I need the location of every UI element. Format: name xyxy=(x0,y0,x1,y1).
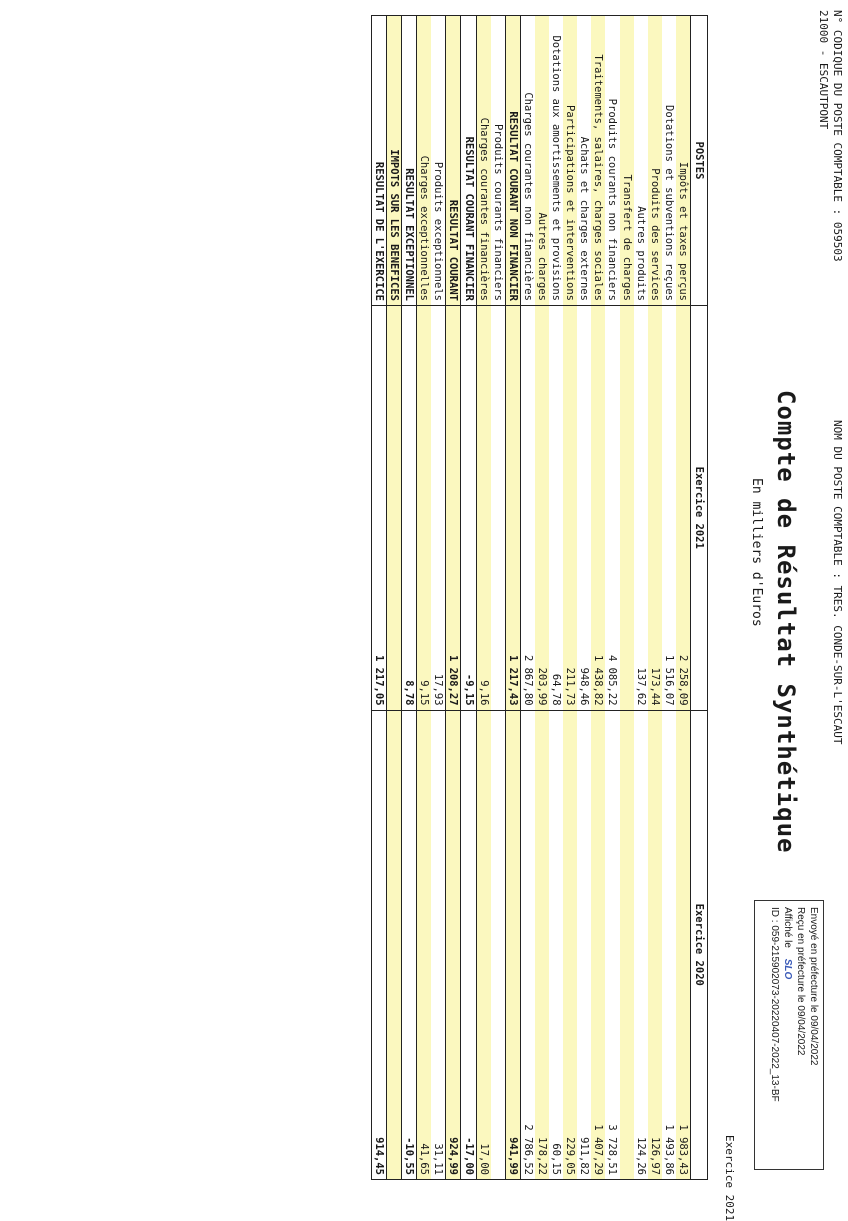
row-label: Dotations et subventions reçues xyxy=(662,16,676,306)
row-label: Autres charges xyxy=(535,16,549,306)
table-row xyxy=(417,16,432,1180)
row-value-2020: 60,15 xyxy=(549,710,563,1179)
header-exercice-2020: Exercice 2020 xyxy=(691,710,708,1179)
row-value-2021: 211,73 xyxy=(563,305,577,710)
row-value-2020: 229,05 xyxy=(563,710,577,1179)
row-label: Charges courantes financières xyxy=(476,16,491,306)
row-label: Produits courants non financiers xyxy=(605,16,619,306)
row-value-2020: 1 493,86 xyxy=(662,710,676,1179)
row-value-2021: -9,15 xyxy=(461,305,476,710)
row-value-2021 xyxy=(491,305,506,710)
row-label: Charges exceptionnelles xyxy=(417,16,432,306)
row-value-2021: 4 085,22 xyxy=(605,305,619,710)
row-label: Produits exceptionnels xyxy=(431,16,446,306)
row-value-2021: 203,99 xyxy=(535,305,549,710)
row-label: Produits des services xyxy=(648,16,662,306)
table-row xyxy=(387,16,402,1180)
row-value-2021: 2 258,09 xyxy=(676,305,691,710)
table-row xyxy=(549,16,563,1180)
table-row xyxy=(446,16,461,1180)
table-row xyxy=(461,16,476,1180)
row-label: Participations et interventions xyxy=(563,16,577,306)
table-row xyxy=(563,16,577,1180)
row-label: Impôts et taxes perçus xyxy=(676,16,691,306)
table-row xyxy=(634,16,648,1180)
table-row xyxy=(577,16,591,1180)
stamp-envoye: Envoyé en préfecture le 09/04/2022 xyxy=(808,907,819,1066)
row-value-2020 xyxy=(620,710,634,1179)
row-value-2021 xyxy=(620,305,634,710)
page-subtitle: En milliers d'Euros xyxy=(749,478,764,627)
row-value-2020: 178,22 xyxy=(535,710,549,1179)
row-value-2021: 948,46 xyxy=(577,305,591,710)
row-value-2021: 8,78 xyxy=(402,305,417,710)
row-label: RESULTAT DE L'EXERCICE xyxy=(371,16,386,306)
row-value-2021: 1 217,05 xyxy=(371,305,386,710)
row-value-2020 xyxy=(387,710,402,1179)
row-label: RESULTAT COURANT NON FINANCIER xyxy=(505,16,520,306)
table-row xyxy=(605,16,619,1180)
row-value-2020: -10,55 xyxy=(402,710,417,1179)
row-value-2020: 17,00 xyxy=(476,710,491,1179)
row-value-2020: 914,45 xyxy=(371,710,386,1179)
nom-poste-label: NOM DU POSTE COMPTABLE : TRES. CONDE-SUR-L'ESCAUT xyxy=(831,420,844,745)
row-value-2020: 911,82 xyxy=(577,710,591,1179)
row-value-2020: 126,97 xyxy=(648,710,662,1179)
stamp-affiche: Affiché le xyxy=(782,907,793,948)
row-value-2020: 3 728,51 xyxy=(605,710,619,1179)
row-label: Traitements, salaires, charges sociales xyxy=(591,16,605,306)
table-header-row xyxy=(691,16,708,1180)
row-value-2021: 1 516,07 xyxy=(662,305,676,710)
row-value-2021: 9,15 xyxy=(417,305,432,710)
stamp-recu: Reçu en préfecture le 09/04/2022 xyxy=(795,907,806,1056)
table-row xyxy=(505,16,520,1180)
table-row xyxy=(535,16,549,1180)
stamp-signature: SLO xyxy=(782,958,793,980)
row-value-2021: 64,78 xyxy=(549,305,563,710)
row-label: IMPOTS SUR LES BENEFICES xyxy=(387,16,402,306)
row-value-2021: 1 208,27 xyxy=(446,305,461,710)
row-label: RESULTAT COURANT xyxy=(446,16,461,306)
row-label: Charges courantes non financières xyxy=(520,16,535,306)
row-value-2021: 173,44 xyxy=(648,305,662,710)
table-row xyxy=(402,16,417,1180)
row-value-2020: 1 407,29 xyxy=(591,710,605,1179)
row-label: Autres produits xyxy=(634,16,648,306)
header-postes: POSTES xyxy=(691,16,708,306)
page-title: Compte de Résultat Synthétique xyxy=(772,390,800,854)
row-value-2020: 941,99 xyxy=(505,710,520,1179)
row-value-2021: 9,16 xyxy=(476,305,491,710)
row-label: Achats et charges externes xyxy=(577,16,591,306)
row-value-2021 xyxy=(387,305,402,710)
row-label: Dotations aux amortissements et provisions xyxy=(549,16,563,306)
compte-resultat-table xyxy=(371,15,708,1180)
row-value-2020: 1 983,43 xyxy=(676,710,691,1179)
row-value-2020: -17,00 xyxy=(461,710,476,1179)
table-body xyxy=(371,16,690,1180)
exercice-label: Exercice 2021 xyxy=(723,1135,736,1221)
row-value-2020: 31,11 xyxy=(431,710,446,1179)
commune-label: 21000 - ESCAUTPONT xyxy=(817,10,830,130)
row-label: Produits courants financiers xyxy=(491,16,506,306)
table-row xyxy=(620,16,634,1180)
codique-label: N° CODIQUE DU POSTE COMPTABLE : 059503 xyxy=(831,10,844,262)
row-value-2021: 137,62 xyxy=(634,305,648,710)
table-row xyxy=(591,16,605,1180)
row-value-2020: 41,65 xyxy=(417,710,432,1179)
row-label: RESULTAT EXCEPTIONNEL xyxy=(402,16,417,306)
row-label: Transfert de charges xyxy=(620,16,634,306)
prefecture-stamp xyxy=(754,900,824,1170)
row-value-2020 xyxy=(491,710,506,1179)
row-value-2021: 2 867,80 xyxy=(520,305,535,710)
table-row xyxy=(648,16,662,1180)
stamp-id: ID : 059-215902073-20220407-2022_13-BF xyxy=(769,907,780,1102)
row-value-2021: 1 217,43 xyxy=(505,305,520,710)
row-value-2020: 2 786,52 xyxy=(520,710,535,1179)
stamp-affiche-row xyxy=(781,907,794,1163)
table-row xyxy=(662,16,676,1180)
table-row xyxy=(371,16,386,1180)
table-row xyxy=(476,16,491,1180)
table-row xyxy=(491,16,506,1180)
header-exercice-2021: Exercice 2021 xyxy=(691,305,708,710)
table-row xyxy=(676,16,691,1180)
row-value-2021: 1 438,82 xyxy=(591,305,605,710)
row-value-2021: 17,93 xyxy=(431,305,446,710)
row-value-2020: 124,26 xyxy=(634,710,648,1179)
table-row xyxy=(520,16,535,1180)
table-row xyxy=(431,16,446,1180)
row-value-2020: 924,99 xyxy=(446,710,461,1179)
row-label: RESULTAT COURANT FINANCIER xyxy=(461,16,476,306)
